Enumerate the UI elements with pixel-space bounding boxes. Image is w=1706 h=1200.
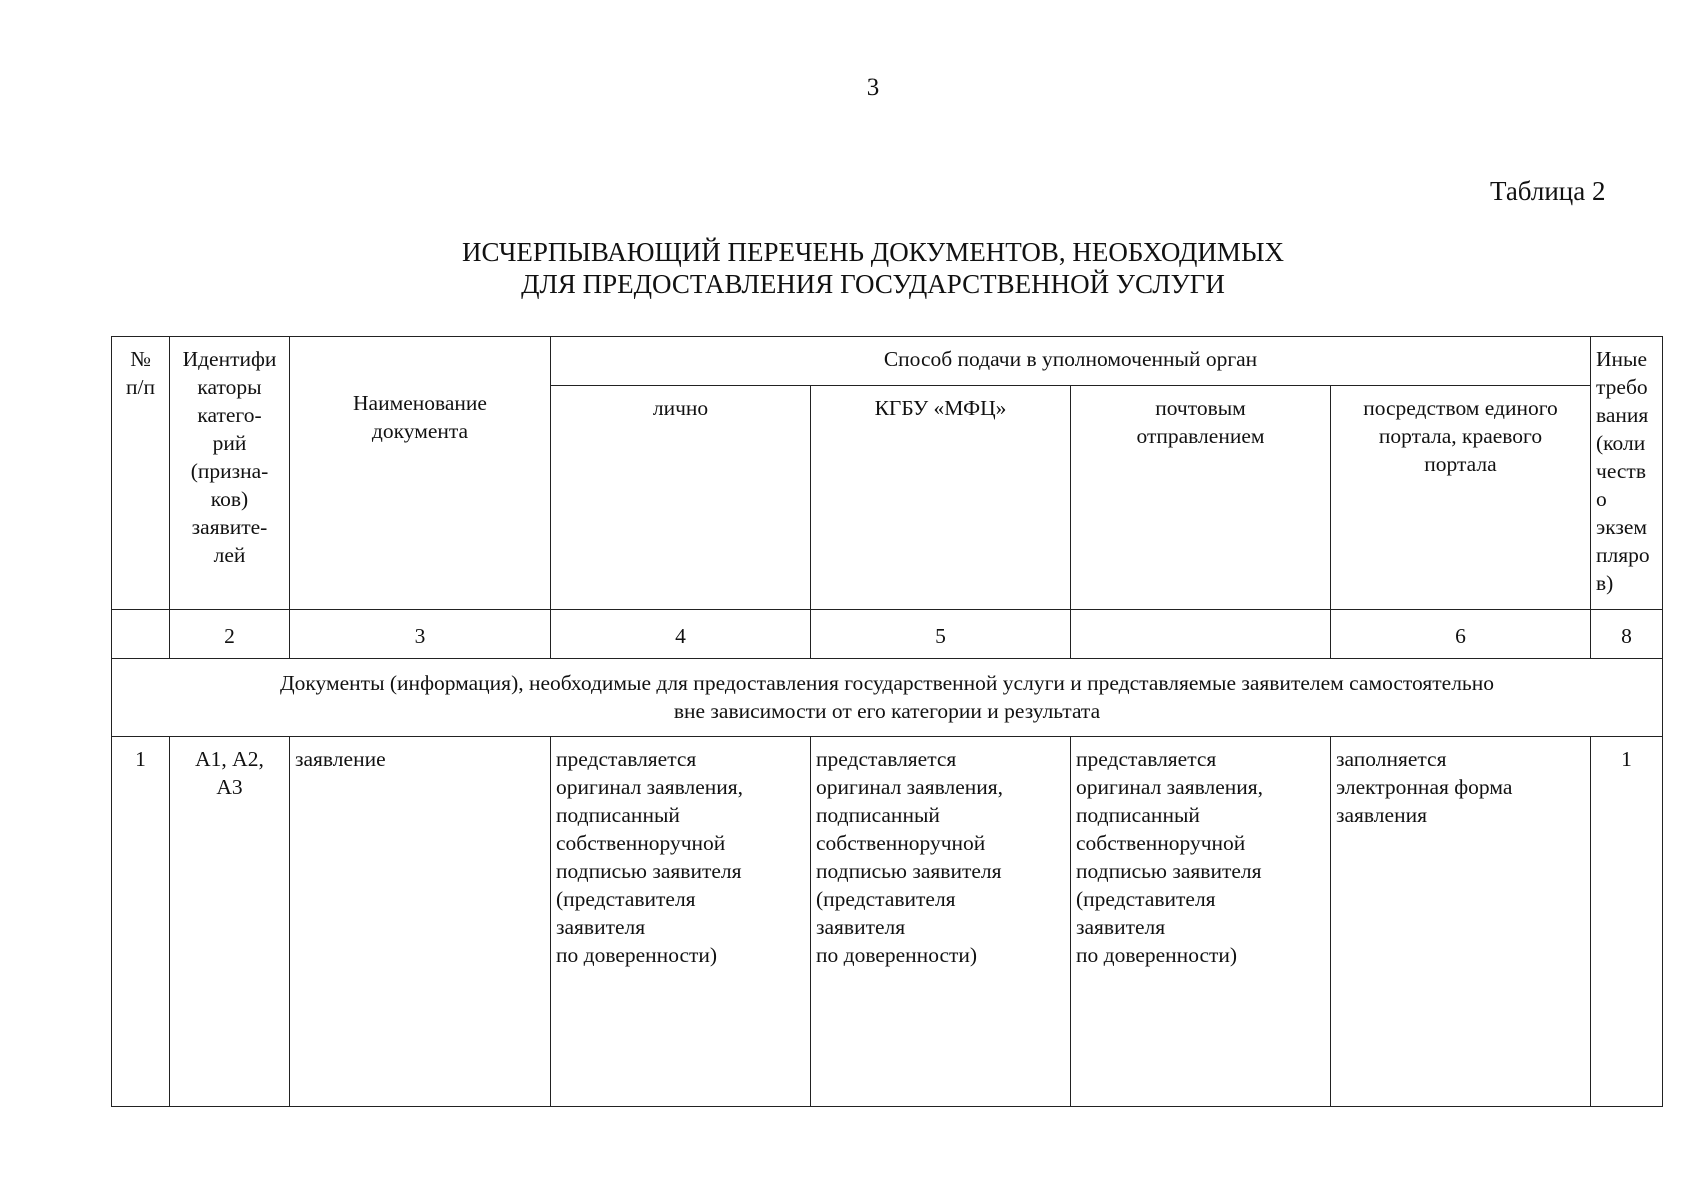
column-number: 8 — [1591, 610, 1663, 659]
document-title — [0, 236, 1706, 300]
column-number: 2 — [170, 610, 290, 659]
page-number: 3 — [866, 74, 880, 101]
header-mfc: КГБУ «МФЦ» — [811, 386, 1071, 610]
column-number: 4 — [551, 610, 811, 659]
header-row — [112, 337, 1663, 386]
header-doc-name: Наименование документа — [290, 337, 551, 610]
column-number: 6 — [1331, 610, 1591, 659]
section-row — [112, 659, 1663, 737]
documents-table — [111, 336, 1663, 1107]
header-portal: посредством единого портала, краевого портала — [1331, 386, 1591, 610]
row-mfc: представляется оригинал заявления, подписанный собственноручной подписью заявителя (представителя заявителя по доверенности) — [811, 737, 1071, 1107]
document-title-line-1: ИСЧЕРПЫВАЮЩИЙ ПЕРЕЧЕНЬ ДОКУМЕНТОВ, НЕОБХОДИМЫХ — [462, 237, 1284, 267]
table-row — [112, 737, 1663, 1107]
column-number: 3 — [290, 610, 551, 659]
header-submission-method: Способ подачи в уполномоченный орган — [551, 337, 1591, 386]
row-postal: представляется оригинал заявления, подписанный собственноручной подписью заявителя (представителя заявителя по доверенности) — [1071, 737, 1331, 1107]
column-number-row — [112, 610, 1663, 659]
section-title: Документы (информация), необходимые для предоставления государственной услуги и представляемые заявителем самостоятельно вне зависимости от его категории и результата — [112, 659, 1663, 737]
row-portal: заполняется электронная форма заявления — [1331, 737, 1591, 1107]
header-num: № п/п — [112, 337, 170, 610]
header-in-person: лично — [551, 386, 811, 610]
header-other-requirements: Иные требо вания (коли честв о экзем пляро в) — [1591, 337, 1663, 610]
document-title-line-2: ДЛЯ ПРЕДОСТАВЛЕНИЯ ГОСУДАРСТВЕННОЙ УСЛУГИ — [521, 269, 1225, 299]
column-number — [112, 610, 170, 659]
row-identifiers: А1, А2, А3 — [170, 737, 290, 1107]
row-other: 1 — [1591, 737, 1663, 1107]
row-in-person: представляется оригинал заявления, подписанный собственноручной подписью заявителя (представителя заявителя по доверенности) — [551, 737, 811, 1107]
row-num: 1 — [112, 737, 170, 1107]
column-number — [1071, 610, 1331, 659]
column-number: 5 — [811, 610, 1071, 659]
header-identifiers: Идентифи каторы катего- рий (призна- ков) заявите- лей — [170, 337, 290, 610]
row-doc-name: заявление — [290, 737, 551, 1107]
header-postal: почтовым отправлением — [1071, 386, 1331, 610]
table-label: Таблица 2 — [1490, 176, 1606, 206]
